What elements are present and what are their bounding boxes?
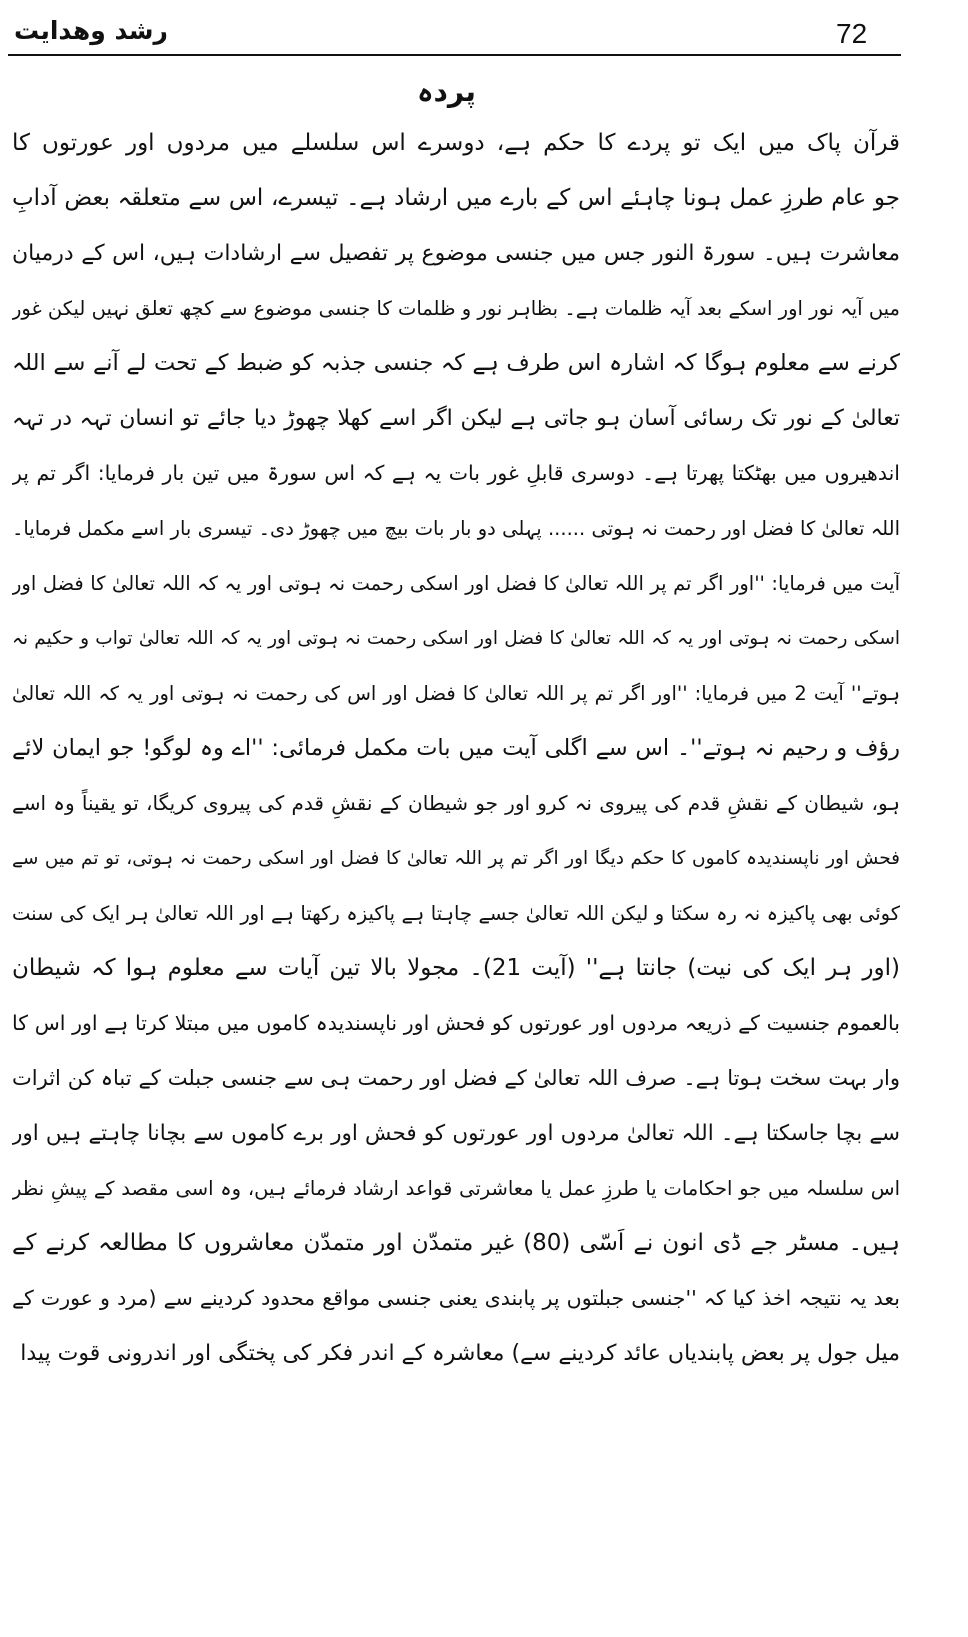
text-line: میل جول پر بعض پابندیاں عائد کردینے سے) معاشرہ کے اندر فکر کی پختگی اور اندرونی قوت پیدا <box>20 1341 900 1366</box>
page-number: 72 <box>836 18 868 49</box>
text-line: سے بچا جاسکتا ہے۔ اللہ تعالیٰ مردوں اور عورتوں کو فحش اور برے کاموں سے بچانا چاہتے ہیں اور <box>12 1121 900 1146</box>
text-line: اندھیروں میں بھٹکتا پھرتا ہے۔ دوسری قابلِ غور بات یہ ہے کہ اس سورۃ میں تین بار فرمایا: اگر تم پر <box>12 461 900 485</box>
text-line: میں آیہ نور اور اسکے بعد آیہ ظلمات ہے۔ بظاہر نور و ظلمات کا جنسی موضوع سے کچھ تعلق نہیں لیکن غور <box>12 297 900 320</box>
text-line: بالعموم جنسیت کے ذریعہ مردوں اور عورتوں کو فحش اور ناپسندیدہ کاموں میں مبتلا کرتا ہے اور اس کا <box>12 1011 900 1035</box>
page-header <box>8 10 901 56</box>
text-line: رؤف و رحیم نہ ہوتے''۔ اس سے اگلی آیت میں بات مکمل فرمائی: ''اے وہ لوگو! جو ایمان لائے <box>12 735 900 761</box>
body-text <box>12 116 900 1381</box>
text-line: تعالیٰ کے نور تک رسائی آسان ہو جاتی ہے لیکن اگر اسے کھلا چھوڑ دیا جائے تو انسان تہہ در تہہ <box>12 406 900 431</box>
text-line: کرنے سے معلوم ہوگا کہ اشارہ اس طرف ہے کہ جنسی جذبہ کو ضبط کے تحت لے آنے سے اللہ <box>12 350 900 376</box>
text-line: اللہ تعالیٰ کا فضل اور رحمت نہ ہوتی ...... پہلی دو بار بات بیچ میں چھوڑ دی۔ تیسری بار اسے مکمل فرمایا۔ <box>12 517 900 540</box>
text-line: معاشرت ہیں۔ سورۃ النور جس میں جنسی موضوع پر تفصیل سے ارشادات ہیں، اس کے درمیان <box>12 241 900 266</box>
text-line: اسکی رحمت نہ ہوتی اور یہ کہ اللہ تعالیٰ کا فضل اور اسکی رحمت نہ ہوتی اور یہ کہ اللہ تعالیٰ تواب و حکیم نہ <box>12 628 900 649</box>
text-line: جو عام طرزِ عمل ہونا چاہئے اس کے بارے میں ارشاد ہے۔ تیسرے، اس سے متعلقہ بعض آدابِ <box>12 185 900 211</box>
text-line: آیت میں فرمایا: ''اور اگر تم پر اللہ تعالیٰ کا فضل اور اسکی رحمت نہ ہوتی اور یہ کہ اللہ تعالیٰ کا فضل اور <box>12 572 900 595</box>
text-line: ہو، شیطان کے نقشِ قدم کی پیروی نہ کرو اور جو شیطان کے نقشِ قدم کی پیروی کریگا، تو یقیناً وہ اسے <box>12 791 900 815</box>
text-line: بعد یہ نتیجہ اخذ کیا کہ ''جنسی جبلتوں پر پابندی یعنی جنسی مواقع محدود کردینے سے (مرد و عورت کے <box>12 1286 900 1310</box>
text-line: (اور ہر ایک کی نیت) جانتا ہے'' (آیت 21)۔ مجولا بالا تین آیات سے معلوم ہوا کہ شیطان <box>12 955 900 981</box>
text-line: فحش اور ناپسندیدہ کاموں کا حکم دیگا اور اگر تم پر اللہ تعالیٰ کا فضل اور اسکی رحمت نہ ہوتی، تو تم میں سے <box>12 848 900 869</box>
text-line: ہیں۔ مسٹر جے ڈی انون نے اَسّی (80) غیر متمدّن اور متمدّن معاشروں کا مطالعہ کرنے کے <box>12 1230 900 1256</box>
text-line: اس سلسلہ میں جو احکامات یا طرزِ عمل یا معاشرتی قواعد ارشاد فرمائے ہیں، وہ اسی مقصد کے پیشِ نظر <box>12 1177 900 1200</box>
text-line: کوئی بھی پاکیزہ نہ رہ سکتا و لیکن اللہ تعالیٰ جسے چاہتا ہے پاکیزہ رکھتا ہے اور اللہ تعالیٰ ہر ایک کی سنت <box>12 902 900 925</box>
text-line: وار بہت سخت ہوتا ہے۔ صرف اللہ تعالیٰ کے فضل اور رحمت ہی سے جنسی جبلت کے تباہ کن اثرات <box>12 1066 900 1090</box>
section-title: پردہ <box>417 75 476 108</box>
running-title: رشد وھدایت <box>14 16 168 45</box>
text-line: ہوتے'' آیت 2 میں فرمایا: ''اور اگر تم پر اللہ تعالیٰ کا فضل اور اس کی رحمت نہ ہوتی اور یہ کہ اللہ تعالیٰ <box>12 682 900 705</box>
text-line: قرآن پاک میں ایک تو پردے کا حکم ہے، دوسرے اس سلسلے میں مردوں اور عورتوں کا <box>12 130 900 156</box>
